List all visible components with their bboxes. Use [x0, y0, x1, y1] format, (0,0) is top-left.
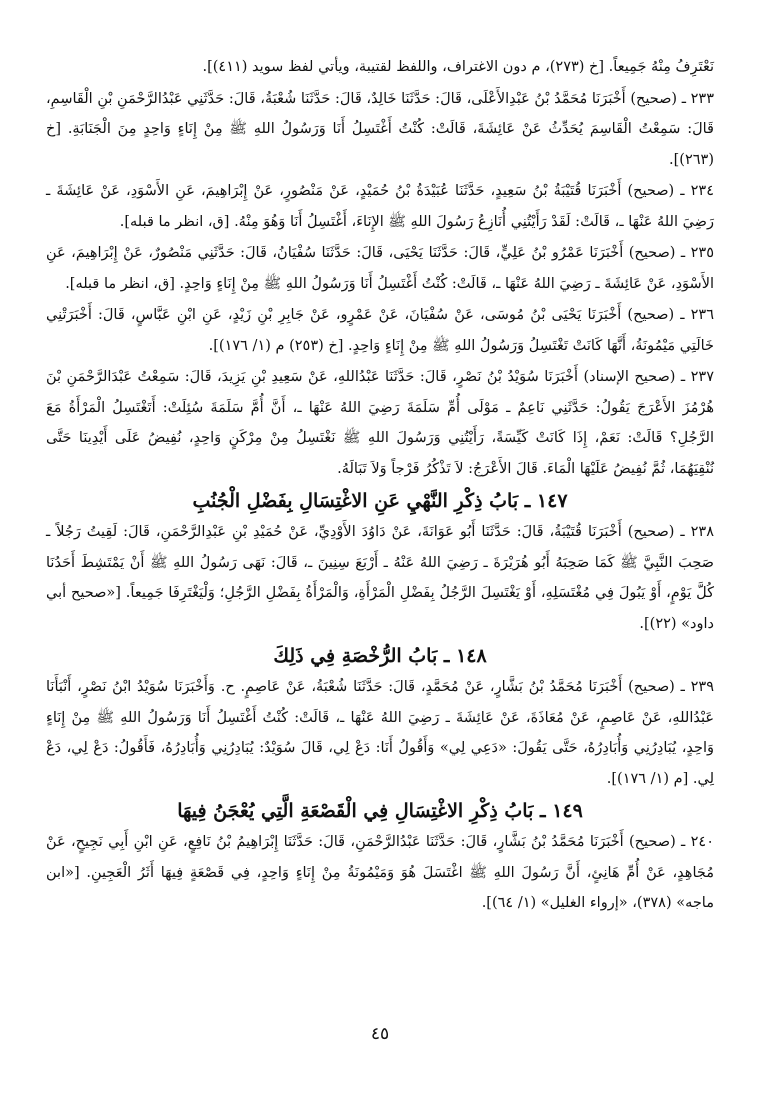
hadith-236: ٢٣٦ ـ (صحيح) أَخْبَرَنَا يَحْيَى بْنُ مُوسَى، عَنْ سُفْيَانَ، عَنْ عَمْرٍو، عَنْ جَابِرِ بْنِ زَيْدٍ، عَنِ ابْنِ عَبَّاسٍ، قَالَ: أَخْبَرَتْنِي خَالَتِي مَيْمُونَةُ، أَنَّهَا كَانَتْ تَغْتَسِلُ وَرَسُولُ اللهِ ﷺ مِنْ إِنَاءٍ وَاحِدٍ. [خ (٢٥٣) م (١/ ١٧٦)]. — [46, 307, 714, 354]
chapter-heading-147: ١٤٧ ـ بَابُ ذِكْرِ النَّهْيِ عَنِ الاغْتِسَالِ بِفَضْلِ الْجُنُبِ — [192, 490, 568, 512]
hadith-238: ٢٣٨ ـ (صحيح) أَخْبَرَنَا قُتَيْبَةُ، قَالَ: حَدَّثَنَا أَبُو عَوَانَةَ، عَنْ دَاوُدَ الأَوْدِيِّ، عَنْ حُمَيْدِ بْنِ عَبْدِالرَّحْمَنِ، قَالَ: لَقِيتُ رَجُلاً ـ صَحِبَ النَّبِيَّ ﷺ كَمَا صَحِبَهُ أَبُو هُرَيْرَةَ ـ رَضِيَ اللهُ عَنْهُ ـ أَرْبَعَ سِنِينَ ـ، قَالَ: نَهَى رَسُولُ اللهِ ﷺ أَنْ يَمْتَشِطَ أَحَدُنَا كُلَّ يَوْمٍ، أَوْ يَبُولَ فِي مُغْتَسَلِهِ، أَوْ يَغْتَسِلَ الرَّجُلُ بِفَضْلِ الْمَرْأَةِ، وَالْمَرْأَةُ بِفَضْلِ الرَّجُلِ؛ وَلْيَغْتَرِفَا جَمِيعاً. [«صحيح أبي داود» (٢٢)]. — [46, 524, 714, 632]
hadith-234: ٢٣٤ ـ (صحيح) أَخْبَرَنَا قُتَيْبَةُ بْنُ سَعِيدٍ، حَدَّثَنَا عُبَيْدَةُ بْنُ حُمَيْدٍ، عَنْ مَنْصُورٍ، عَنْ إِبْرَاهِيمَ، عَنِ الأَسْوَدِ، عَنْ عَائِشَةَ ـ رَضِيَ اللهُ عَنْهَا ـ، قَالَتْ: لَقَدْ رَأَيْتُنِي أُنَازِعُ رَسُولَ اللهِ ﷺ الإِنَاءَ، أَغْتَسِلُ أَنَا وَهُوَ مِنْهُ. [ق، انظر ما قبله]. — [46, 183, 714, 230]
hadith-237: ٢٣٧ ـ (صحيح الإسناد) أَخْبَرَنَا سُوَيْدُ بْنُ نَصْرٍ، قَالَ: حَدَّثَنَا عَبْدُاللهِ، عَنْ سَعِيدِ بْنِ يَزِيدَ، قَالَ: سَمِعْتُ عَبْدَالرَّحْمَنِ بْنَ هُرْمُزَ الأَعْرَجَ يَقُولُ: حَدَّثَنِي نَاعِمٌ ـ مَوْلَى أُمِّ سَلَمَةَ رَضِيَ اللهُ عَنْهَا ـ، أَنَّ أُمَّ سَلَمَةَ سُئِلَتْ: أَتَغْتَسِلُ الْمَرْأَةُ مَعَ الرَّجُلِ؟ قَالَتْ: نَعَمْ، إِذَا كَانَتْ كَيِّسَةً، رَأَيْتُنِي وَرَسُولَ اللهِ ﷺ نَغْتَسِلُ مِنْ مِرْكَنٍ وَاحِدٍ، نُفِيضُ عَلَى أَيْدِينَا حَتَّى نُنْقِيَهُمَا، ثُمَّ نُفِيضُ عَلَيْهَا الْمَاءَ. قَالَ الأَعْرَجُ: لاَ تَذْكُرُ فَرْجاً وَلاَ تَبَالَهُ. — [46, 369, 714, 477]
hadith-240: ٢٤٠ ـ (صحيح) أَخْبَرَنَا مُحَمَّدُ بْنُ بَشَّارٍ، قَالَ: حَدَّثَنَا عَبْدُالرَّحْمَنِ، قَالَ: حَدَّثَنَا إِبْرَاهِيمُ بْنُ نَافِعٍ، عَنِ ابْنِ أَبِي نَجِيحٍ، عَنْ مُجَاهِدٍ، عَنْ أُمِّ هَانِئٍ، أَنَّ رَسُولَ اللهِ ﷺ اغْتَسَلَ هُوَ وَمَيْمُونَةُ مِنْ إِنَاءٍ وَاحِدٍ، فِي قَصْعَةٍ فِيهَا أَثَرُ الْعَجِينِ. [«ابن ماجه» (٣٧٨)، «إرواء الغليل» (١/ ٦٤)]. — [46, 834, 714, 911]
paragraph-continued: نَعْتَرِفُ مِنْهُ جَمِيعاً. [خ (٢٧٣)، م دون الاغتراف، واللفظ لقتيبة، ويأتي لفظ سويد (٤١١)]. — [202, 59, 714, 75]
chapter-heading-149: ١٤٩ ـ بَابُ ذِكْرِ الاغْتِسَالِ فِي الْقَصْعَةِ الَّتِي يُعْجَنُ فِيهَا — [177, 800, 583, 822]
hadith-239: ٢٣٩ ـ (صحيح) أَخْبَرَنَا مُحَمَّدُ بْنُ بَشَّارٍ، عَنْ مُحَمَّدٍ، قَالَ: حَدَّثَنَا شُعْبَةُ، عَنْ عَاصِمٍ. ح. وَأَخْبَرَنَا سُوَيْدُ ابْنُ نَصْرٍ، أَنْبَأَنَا عَبْدُاللهِ، عَنْ عَاصِمٍ، عَنْ مُعَاذَةَ، عَنْ عَائِشَةَ ـ رَضِيَ اللهُ عَنْهَا ـ، قَالَتْ: كُنْتُ أَغْتَسِلُ أَنَا وَرَسُولُ اللهِ ﷺ مِنْ إِنَاءٍ وَاحِدٍ، يُبَادِرُنِي وَأُبَادِرُهُ، حَتَّى يَقُولَ: «دَعِي لِي» وَأَقُولُ أَنَا: دَعْ لِي، قَالَ سُوَيْدٌ: يُبَادِرُنِي وَأُبَادِرُهُ، فَأَقُولُ: دَعْ لِي، دَعْ لِي. [م (١/ ١٧٦)]. — [46, 679, 714, 787]
chapter-heading-148: ١٤٨ ـ بَابُ الرُّخْصَةِ فِي ذَلِكَ — [273, 645, 487, 667]
page-number: ٤٥ — [370, 1024, 390, 1044]
hadith-233: ٢٣٣ ـ (صحيح) أَخْبَرَنَا مُحَمَّدُ بْنُ عَبْدِالأَعْلَى، قَالَ: حَدَّثَنَا خَالِدٌ، قَالَ: حَدَّثَنَا شُعْبَةُ، قَالَ: حَدَّثَنِي عَبْدُالرَّحْمَنِ بْنِ الْقَاسِمِ، قَالَ: سَمِعْتُ الْقَاسِمَ يُحَدِّثُ عَنْ عَائِشَةَ، قَالَتْ: كُنْتُ أَغْتَسِلُ أَنَا وَرَسُولُ اللهِ ﷺ مِنْ إِنَاءٍ وَاحِدٍ مِنَ الْجَنَابَةِ. [خ (٢٦٣)]. — [46, 90, 714, 168]
hadith-235: ٢٣٥ ـ (صحيح) أَخْبَرَنَا عَمْرُو بْنُ عَلِيٍّ، قَالَ: حَدَّثَنَا يَحْيَى، قَالَ: حَدَّثَنَا سُفْيَانُ، قَالَ: حَدَّثَنِي مَنْصُورٌ، عَنْ إِبْرَاهِيمَ، عَنِ الأَسْوَدِ، عَنْ عَائِشَةَ ـ رَضِيَ اللهُ عَنْهَا ـ، قَالَتْ: كُنْتُ أَغْتَسِلُ أَنَا وَرَسُولُ اللهِ ﷺ مِنْ إِنَاءٍ وَاحِدٍ. [ق، انظر ما قبله]. — [46, 245, 714, 292]
page-content — [46, 52, 714, 920]
